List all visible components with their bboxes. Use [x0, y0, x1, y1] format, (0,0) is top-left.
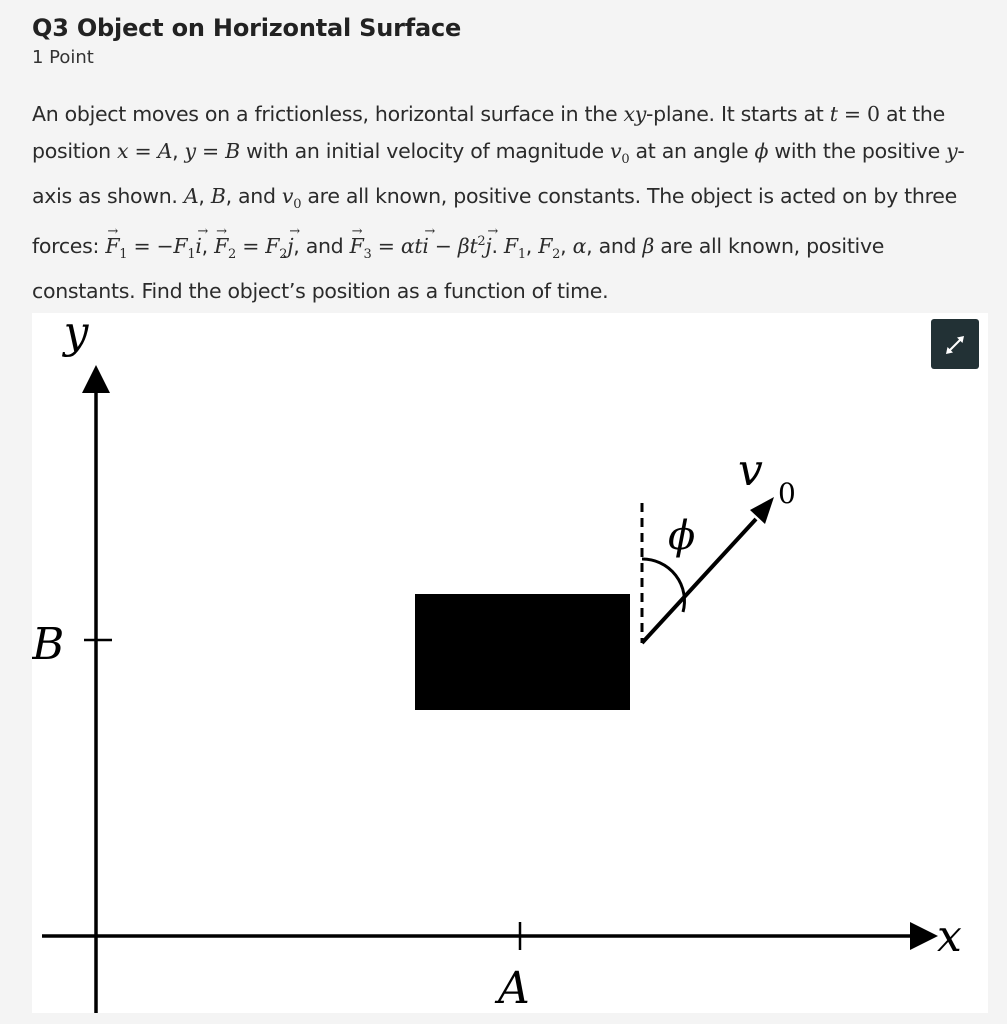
math-x-eq-a: x = A	[117, 138, 173, 163]
text-segment: ,	[560, 233, 573, 258]
text-segment: at an angle	[629, 138, 755, 163]
question-points: 1 Point	[32, 47, 94, 68]
math-beta: β	[642, 233, 655, 258]
text-segment: ,	[586, 233, 599, 258]
math-j-vector: → j	[287, 228, 293, 265]
math-eq0: = 0	[837, 102, 880, 126]
phi-label: ϕ	[668, 513, 696, 559]
x-axis-arrowhead	[910, 922, 938, 950]
math-f-vector: → F	[105, 228, 119, 265]
text-segment: .	[491, 233, 504, 258]
math-subscript: 1	[187, 246, 196, 262]
text-segment: ,	[201, 233, 215, 258]
velocity-label: v	[738, 445, 763, 496]
text-segment: ,	[172, 138, 185, 163]
math-subscript: 3	[363, 246, 372, 262]
y-axis-arrowhead	[82, 365, 110, 393]
math-f2-rhs: = F	[235, 233, 280, 258]
math-xy: xy	[623, 102, 647, 126]
diagram-svg	[32, 313, 988, 1013]
math-subscript: 2	[228, 246, 236, 262]
math-subscript: 1	[517, 246, 526, 262]
math-i-vector: → i	[195, 228, 201, 265]
text-segment: with the positive	[768, 138, 947, 163]
math-f-vector: → F	[214, 228, 228, 265]
math-f3-rhs: = αt	[371, 233, 423, 258]
text-segment: , and	[225, 184, 282, 209]
math-b: B	[210, 184, 226, 209]
math-y: y	[946, 138, 958, 163]
math-v: v	[281, 184, 294, 209]
text-segment: , and	[293, 233, 350, 258]
velocity-vector-line	[642, 519, 756, 643]
math-f1-rhs: = −F	[127, 233, 188, 258]
question-header	[32, 12, 992, 70]
math-j-vector: → j	[485, 228, 491, 265]
math-a: A	[183, 184, 199, 209]
text-segment: -plane. It starts at	[646, 102, 830, 126]
math-superscript: 2	[477, 233, 486, 249]
b-label: B	[32, 619, 65, 670]
math-y-eq-b: y = B	[184, 138, 240, 163]
velocity-subscript: 0	[778, 477, 796, 510]
question-title: Q3 Object on Horizontal Surface	[32, 14, 462, 42]
expand-icon	[931, 319, 979, 369]
math-subscript: 0	[621, 151, 630, 167]
question-text	[32, 96, 992, 310]
math-subscript: 1	[119, 246, 128, 262]
expand-image-button[interactable]	[931, 319, 979, 369]
math-f: F	[538, 233, 553, 258]
a-label: A	[498, 963, 530, 1013]
math-subscript: 2	[279, 246, 288, 262]
math-f-vector: → F	[350, 228, 364, 265]
y-axis-label: y	[63, 313, 89, 358]
text-segment: An object moves on a frictionless, horizontal surface in the	[32, 102, 624, 126]
x-axis-label: x	[937, 911, 962, 962]
diagram-figure	[32, 313, 988, 1013]
text-segment: at the position	[32, 102, 945, 163]
text-segment: -axis as shown.	[32, 138, 965, 209]
math-subscript: 2	[552, 246, 561, 262]
math-v: v	[610, 138, 622, 163]
math-i-vector: → i	[422, 228, 428, 265]
text-segment: are all known, positive constants. The object is acted on by three forces:	[32, 184, 957, 258]
text-segment: with an initial velocity of magnitude	[239, 138, 611, 163]
math-f: F	[503, 233, 518, 258]
math-t: t	[829, 102, 838, 126]
text-segment: and	[598, 233, 643, 258]
math-phi: ϕ	[754, 138, 769, 163]
text-segment: are all known, positive constants. Find the object’s position as a function of time.	[32, 233, 885, 304]
text-segment: ,	[525, 233, 539, 258]
text-segment: ,	[198, 184, 211, 209]
math-alpha: α	[572, 233, 587, 258]
math-minus-beta-t: − βt	[428, 233, 478, 258]
object-block	[415, 594, 630, 710]
math-subscript: 0	[293, 197, 302, 213]
